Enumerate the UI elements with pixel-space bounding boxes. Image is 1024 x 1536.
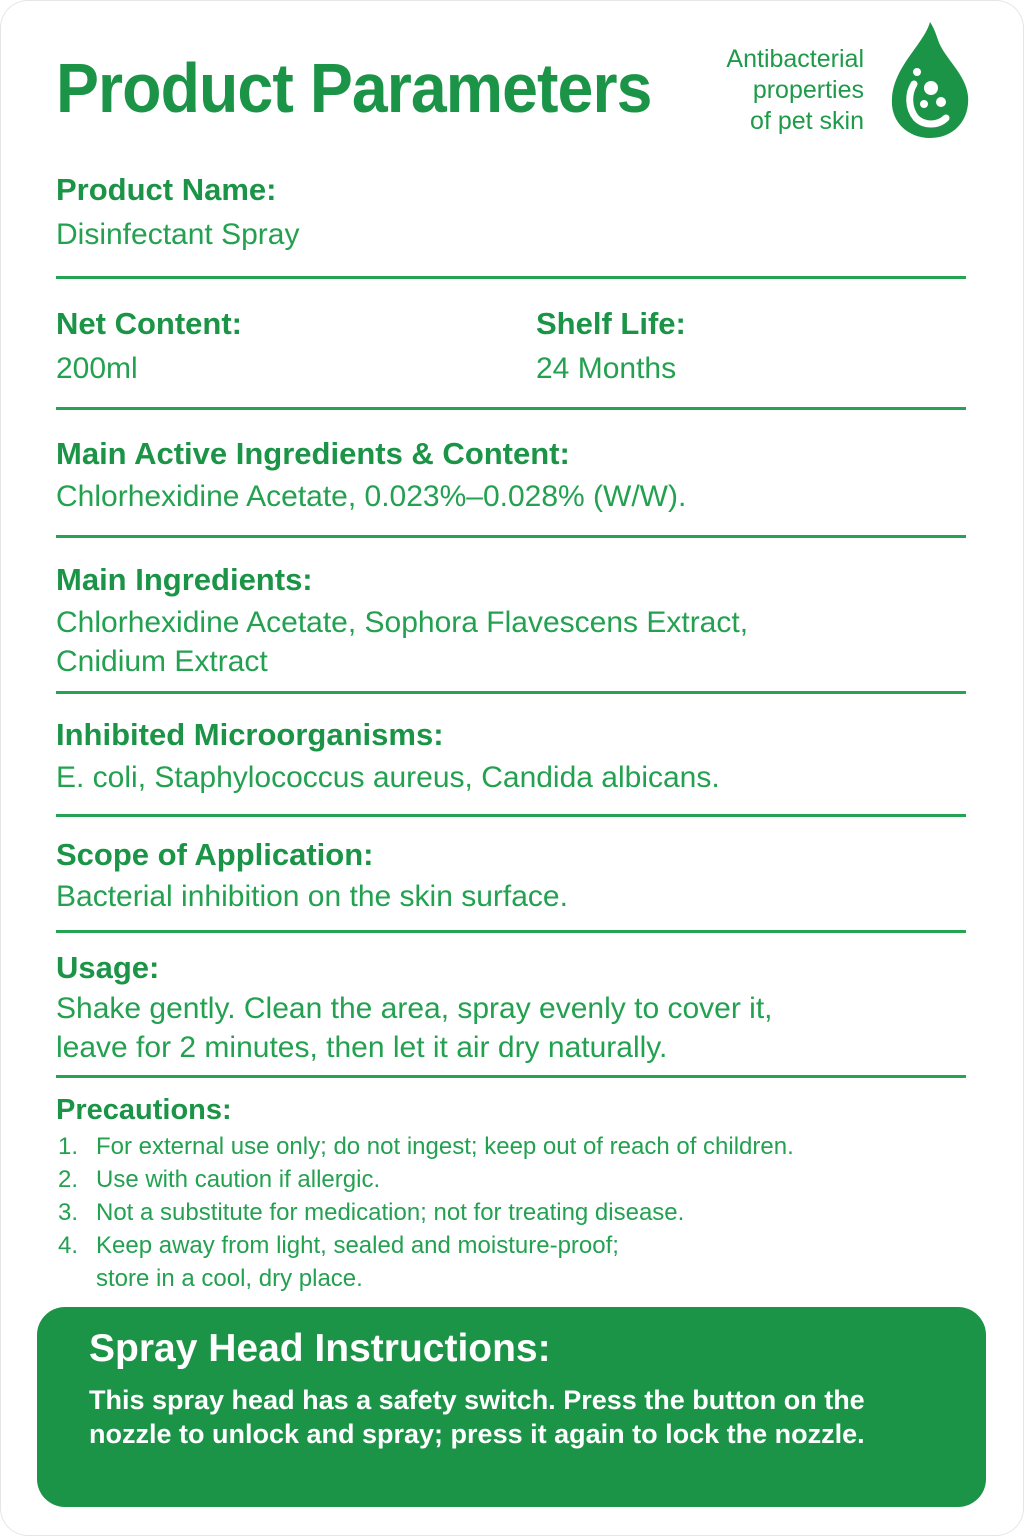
list-item — [58, 1130, 794, 1163]
microorganisms-value: E. coli, Staphylococcus aureus, Candida albicans. — [56, 761, 720, 794]
scope-label: Scope of Application: — [56, 837, 374, 872]
spray-head-text: This spray head has a safety switch. Press the button on the nozzle to unlock and spray; press it again to lock the nozzle. — [89, 1385, 865, 1449]
divider — [56, 1075, 966, 1078]
net-content-value: 200ml — [56, 352, 138, 385]
page-title: Product Parameters — [56, 49, 652, 127]
list-text: Not a substitute for medication; not for treating disease. — [96, 1199, 685, 1226]
net-content-label: Net Content: — [56, 306, 242, 341]
list-number: 2. — [58, 1166, 79, 1193]
scope-value: Bacterial inhibition on the skin surface. — [56, 880, 568, 913]
list-item — [58, 1196, 794, 1229]
list-number: 1. — [58, 1133, 79, 1160]
divider — [56, 276, 966, 279]
shelf-life-value: 24 Months — [536, 352, 677, 385]
divider — [56, 691, 966, 694]
microorganisms-label: Inhibited Microorganisms: — [56, 717, 444, 752]
list-number: 3. — [58, 1199, 79, 1226]
product-name-label: Product Name: — [56, 172, 277, 207]
list-item — [58, 1229, 794, 1295]
main-ingredients-label: Main Ingredients: — [56, 562, 313, 597]
divider — [56, 814, 966, 817]
active-ingredients-label: Main Active Ingredients & Content: — [56, 436, 570, 471]
badge-text: Antibacterial properties of pet skin — [726, 45, 864, 135]
list-text: Keep away from light, sealed and moisture-proof; store in a cool, dry place. — [96, 1232, 619, 1292]
product-name-value: Disinfectant Spray — [56, 218, 300, 251]
list-number: 4. — [58, 1232, 79, 1259]
precautions-list — [58, 1130, 794, 1295]
spray-head-instructions-box — [37, 1307, 986, 1507]
precautions-label: Precautions: — [56, 1094, 232, 1126]
list-text: Use with caution if allergic. — [96, 1166, 381, 1193]
spray-head-title: Spray Head Instructions: — [89, 1327, 551, 1370]
usage-label: Usage: — [56, 950, 160, 985]
list-text: For external use only; do not ingest; keep out of reach of children. — [96, 1133, 794, 1160]
active-ingredients-value: Chlorhexidine Acetate, 0.023%–0.028% (W/W). — [56, 480, 687, 513]
divider — [56, 407, 966, 410]
list-item — [58, 1163, 794, 1196]
main-ingredients-value: Chlorhexidine Acetate, Sophora Flavescens Extract, Cnidium Extract — [56, 606, 749, 678]
shelf-life-label: Shelf Life: — [536, 306, 686, 341]
usage-value: Shake gently. Clean the area, spray evenly to cover it, leave for 2 minutes, then let it air dry naturally. — [56, 992, 773, 1064]
droplet-cells-icon — [884, 18, 974, 142]
divider — [56, 535, 966, 538]
divider — [56, 930, 966, 933]
